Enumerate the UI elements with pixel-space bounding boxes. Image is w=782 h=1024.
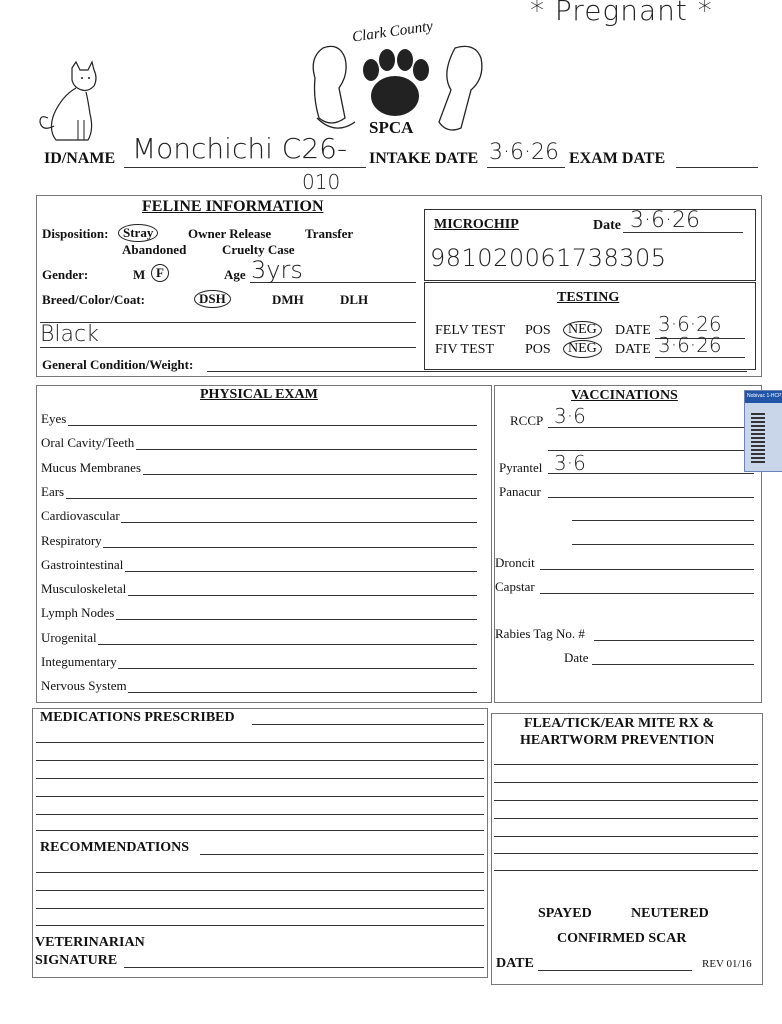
flea-line[interactable] [494,818,758,819]
physical-exam-line[interactable] [66,498,477,499]
disposition-abandoned[interactable]: Abandoned [122,242,187,257]
disposition-stray[interactable]: Stray [118,224,158,242]
flea-line[interactable] [494,782,758,783]
id-line [124,167,366,168]
id-value: Monchichi C26- [132,132,348,165]
fiv-date-label: DATE [615,342,651,357]
physical-exam-label: Integumentary [41,654,117,669]
vaccinations-title: VACCINATIONS [571,388,678,403]
vacc-line-6[interactable] [572,544,754,545]
felv-date-label: DATE [615,323,651,338]
physical-exam-line[interactable] [143,474,477,475]
testing-title: TESTING [557,290,620,305]
panacur-label: Panacur [499,484,541,499]
flea-date-line[interactable] [538,970,692,971]
recommendation-line[interactable] [36,872,484,873]
felv-date-value: 3·6·26 [658,312,722,336]
vaccine-sticker-text: Nobivac 1-HCP [747,393,782,399]
age-value: 3yrs [251,256,303,284]
physical-exam-line[interactable] [136,449,477,450]
gender-m[interactable]: M [133,267,146,282]
breed-label: Breed/Color/Coat: [42,292,146,307]
physical-exam-line[interactable] [118,668,477,669]
rccp-label: RCCP [510,413,544,428]
droncit-line[interactable] [540,569,754,570]
flea-title-1: FLEA/TICK/EAR MITE RX & [524,716,715,731]
disposition-cruelty[interactable]: Cruelty Case [222,242,295,257]
id-value-2: 010 [302,170,341,194]
recommendation-line[interactable] [36,890,484,891]
cat-icon [38,60,108,145]
felv-neg[interactable]: NEG [563,321,602,339]
pyrantel-label: Pyrantel [499,460,543,475]
medication-line[interactable] [36,796,484,797]
rec-line-0[interactable] [200,854,484,855]
exam-line[interactable] [676,167,758,168]
rabies-label: Rabies Tag No. # [495,626,585,641]
panacur-line[interactable] [548,497,754,498]
medication-line[interactable] [36,778,484,779]
disposition-transfer[interactable]: Transfer [305,226,354,241]
rabies-line[interactable] [594,640,754,641]
physical-title: PHYSICAL EXAM [200,387,318,402]
flea-title-2: HEARTWORM PREVENTION [520,733,715,748]
flea-line[interactable] [494,870,758,871]
fiv-pos[interactable]: POS [525,342,551,357]
disposition-label: Disposition: [42,226,109,241]
physical-exam-line[interactable] [128,692,477,693]
physical-exam-label: Respiratory [41,533,102,548]
microchip-title: MICROCHIP [434,217,519,232]
flea-date-label: DATE [496,956,534,971]
pregnant-annotation: * Pregnant * [530,0,713,27]
felv-label: FELV TEST [435,323,506,338]
medication-line[interactable] [36,830,484,831]
physical-exam-label: Urogenital [41,630,97,645]
intake-label: INTAKE DATE [369,150,479,167]
capstar-line[interactable] [540,593,754,594]
age-label: Age [224,267,246,282]
revision: REV 01/16 [702,958,752,970]
feline-title: FELINE INFORMATION [142,198,324,215]
logo-name: SPCA [369,118,414,137]
droncit-label: Droncit [495,555,535,570]
condition-line[interactable] [207,371,747,372]
fiv-date-line [655,357,745,358]
neutered-option[interactable]: NEUTERED [631,906,709,921]
confirmed-scar-option[interactable]: CONFIRMED SCAR [557,931,687,946]
vacc-line-5[interactable] [572,520,754,521]
breed-dsh[interactable]: DSH [194,290,231,308]
physical-exam-line[interactable] [121,522,477,523]
physical-exam-label: Cardiovascular [41,508,120,523]
vet-label-2: SIGNATURE [35,953,118,968]
breed-dmh[interactable]: DMH [272,292,304,307]
physical-exam-label: Nervous System [41,678,127,693]
flea-line[interactable] [494,764,758,765]
physical-exam-label: Musculoskeletal [41,581,127,596]
fiv-label: FIV TEST [435,342,494,357]
fiv-neg[interactable]: NEG [563,340,602,358]
intake-line [487,167,565,168]
pyrantel-value: 3·6 [554,451,586,475]
microchip-number: 981020061738305 [430,244,667,272]
physical-exam-label: Mucus Membranes [41,460,142,475]
exam-label: EXAM DATE [569,150,666,167]
medication-line[interactable] [36,760,484,761]
medications-title: MEDICATIONS PRESCRIBED [40,710,235,725]
recommendation-line[interactable] [36,925,484,926]
microchip-date-label: Date [593,218,621,233]
vaccine-sticker [744,390,782,472]
physical-exam-line[interactable] [68,425,477,426]
capstar-label: Capstar [495,579,535,594]
microchip-date-value: 3·6·26 [630,208,700,233]
gender-f[interactable]: F [151,264,169,282]
physical-exam-line[interactable] [103,547,477,548]
physical-exam-line[interactable] [98,644,477,645]
spayed-option[interactable]: SPAYED [538,906,592,921]
physical-exam-label: Oral Cavity/Teeth [41,435,135,450]
signature-line[interactable] [124,967,484,968]
rabies-date-line[interactable] [592,664,754,665]
breed-line-2 [40,347,416,348]
flea-line[interactable] [494,853,758,854]
intake-value: 3·6·26 [489,140,559,165]
rabies-date-label: Date [564,650,589,665]
vet-label-1: VETERINARIAN [35,935,145,950]
physical-exam-line[interactable] [128,595,477,596]
rccp-value: 3·6 [554,404,586,428]
physical-exam-line[interactable] [125,571,477,572]
recommendation-line[interactable] [36,908,484,909]
physical-exam-label: Gastrointestinal [41,557,124,572]
physical-exam-label: Lymph Nodes [41,605,115,620]
breed-dlh[interactable]: DLH [340,292,369,307]
color-value: Black [40,322,99,347]
recommendations-title: RECOMMENDATIONS [40,840,190,855]
physical-exam-label: Eyes [41,411,67,426]
physical-exam-label: Ears [41,484,65,499]
condition-label: General Condition/Weight: [42,357,194,372]
physical-exam-line[interactable] [116,619,477,620]
flea-line[interactable] [494,800,758,801]
med-line-0[interactable] [252,724,484,725]
medication-line[interactable] [36,814,484,815]
disposition-owner-release[interactable]: Owner Release [188,226,272,241]
logo-org: Clark County [351,18,434,46]
gender-label: Gender: [42,267,89,282]
felv-pos[interactable]: POS [525,323,551,338]
fiv-date-value: 3·6·26 [658,333,722,357]
id-label: ID/NAME [44,150,116,167]
medication-line[interactable] [36,742,484,743]
flea-line[interactable] [494,836,758,837]
